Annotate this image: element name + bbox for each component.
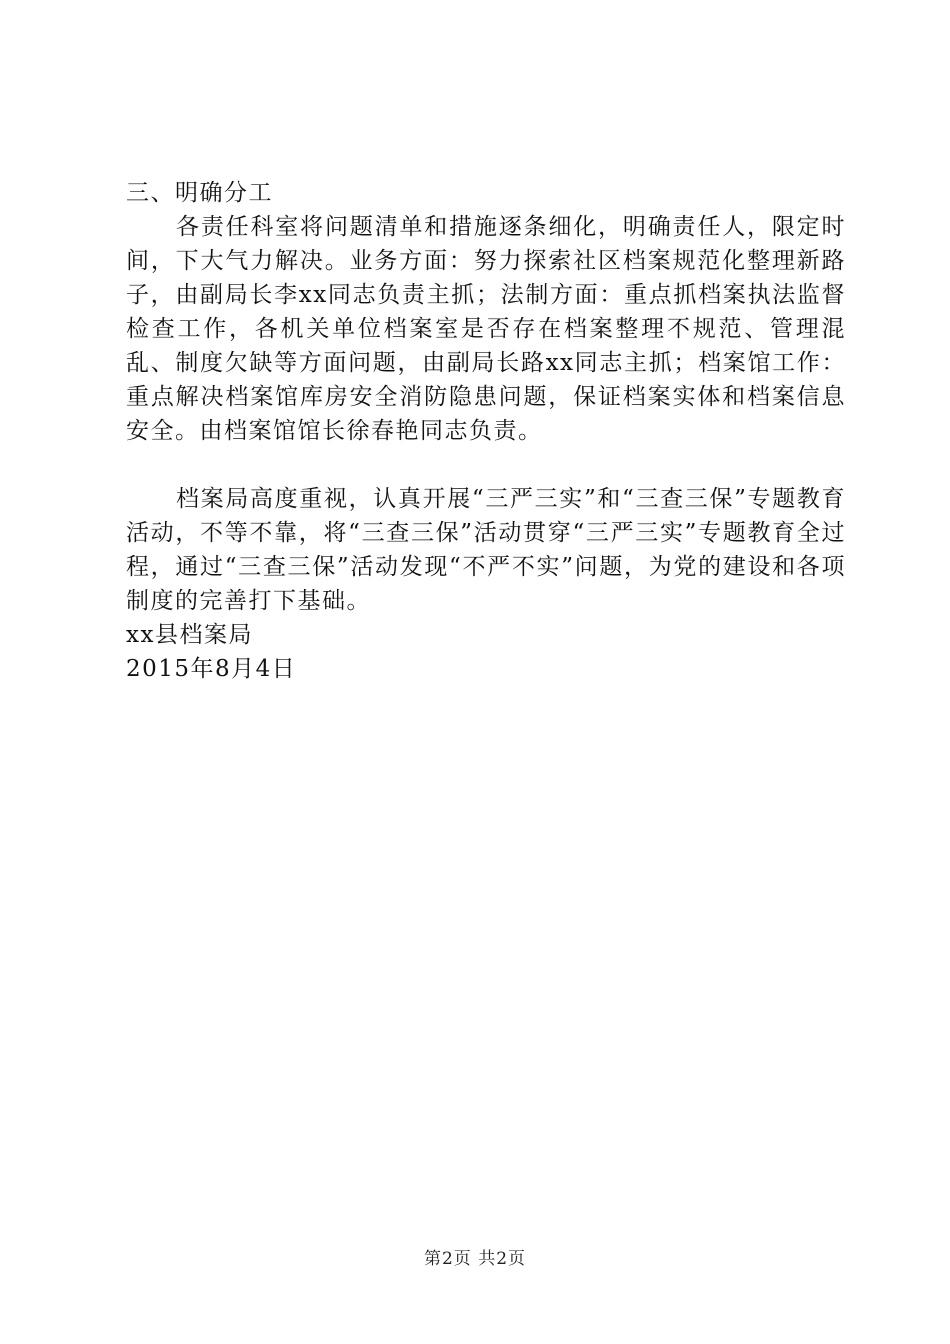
signature-date: 2015年8月4日 xyxy=(126,656,297,682)
paragraph-division-of-labor: 各责任科室将问题清单和措施逐条细化，明确责任人，限定时间，下大气力解决。业务方面：努力探索社区档案规范化整理新路子，由副局长李xx同志负责主抓；法制方面：重点抓档案执法监督检查工作，各机关单位档案室是否存在档案整理不规范、管理混乱、制度欠缺等方面问题，由副局长路xx同志主抓；档案馆工作：重点解决档案馆库房安全消防隐患问题，保证档案实体和档案信息安全。由档案馆馆长徐春艳同志负责。 xyxy=(126,214,846,444)
document-body xyxy=(126,176,846,686)
page-footer: 第2页 共2页 xyxy=(423,1249,527,1269)
paragraph-education-activity: 档案局高度重视，认真开展“三严三实”和“三查三保”专题教育活动，不等不靠，将“三查三保”活动贯穿“三严三实”专题教育全过程，通过“三查三保”活动发现“不严不实”问题，为党的建设和各项制度的完善打下基础。 xyxy=(126,486,846,614)
section-heading: 三、明确分工 xyxy=(126,180,273,206)
signature-organization: xx县档案局 xyxy=(126,622,253,648)
